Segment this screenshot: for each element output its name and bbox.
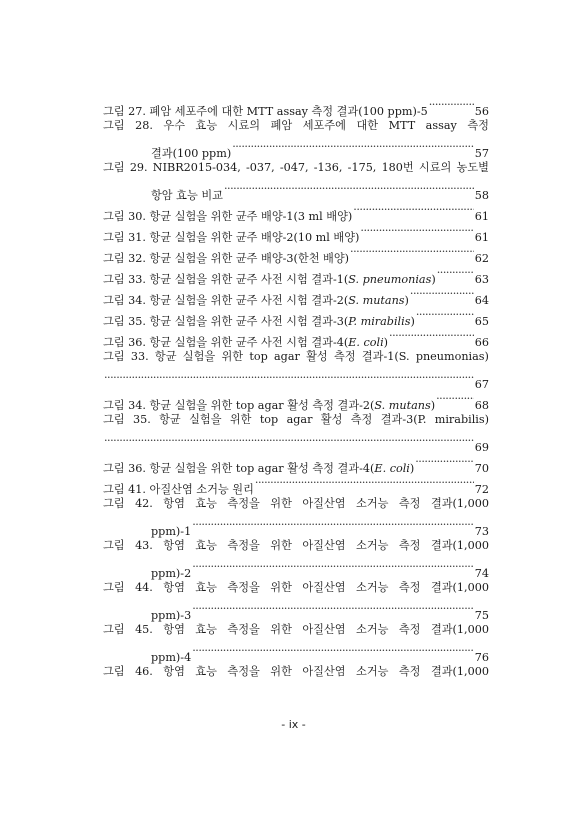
dot-leader [429, 94, 474, 115]
figure-entry[interactable] [103, 661, 489, 682]
figure-page-number: 64 [474, 294, 489, 307]
figure-entry-title-line [103, 451, 489, 475]
figure-entry-title-line [103, 619, 489, 640]
figure-entry[interactable] [103, 619, 489, 664]
figure-entry-continuation-line [103, 556, 489, 580]
figure-entry-title-line [103, 157, 489, 178]
figure-entry-continuation-line [103, 367, 489, 391]
dot-leader [192, 598, 474, 619]
dot-leader [436, 388, 474, 409]
figure-entry-text: 그림 34. 항균 실험을 위한 균주 사전 시험 결과-2(S. mutans) [103, 294, 409, 307]
list-of-figures [103, 94, 489, 682]
figure-entry-text: 그림 36. 항균 실험을 위한 top agar 활성 측정 결과-4(E. coli) [103, 462, 415, 475]
figure-page-number: 61 [474, 231, 489, 244]
figure-entry-continuation-line [103, 598, 489, 622]
figure-entry-text: 그림 35. 항균 실험을 위한 균주 사전 시험 결과-3(P. mirabilis) [103, 315, 415, 328]
figure-page-number: 75 [474, 609, 489, 622]
figure-entry[interactable] [103, 535, 489, 580]
dot-leader [192, 556, 474, 577]
figure-entry-text: 그림 30. 항균 실험을 위한 균주 배양-1(3 ml 배양) [103, 210, 353, 223]
figure-entry-title-line [103, 346, 489, 367]
figure-entry[interactable] [103, 115, 489, 160]
figure-page-number: 63 [474, 273, 489, 286]
dot-leader [360, 220, 473, 241]
figure-entry[interactable] [103, 157, 489, 202]
dot-leader [350, 241, 474, 262]
figure-page-number: 56 [474, 105, 489, 118]
figure-page-number: 76 [474, 651, 489, 664]
dot-leader [437, 262, 474, 283]
figure-entry-text: ppm)-1 [151, 525, 192, 538]
figure-page-number: 65 [474, 315, 489, 328]
figure-entry-continuation-line [103, 430, 489, 454]
figure-page-number: 57 [474, 147, 489, 160]
figure-entry-text: 항암 효능 비교 [151, 189, 223, 202]
dot-leader [415, 451, 474, 472]
dot-leader [389, 325, 474, 346]
figure-entry[interactable] [103, 94, 489, 118]
figure-page-number: 69 [474, 441, 489, 454]
figure-entry-text: 결과(100 ppm) [151, 147, 232, 160]
figure-entry-text: 그림 44. 항염 효능 측정을 위한 아질산염 소거능 측정 결과(1,000 [103, 581, 489, 594]
figure-entry-text: 그림 42. 항염 효능 측정을 위한 아질산염 소거능 측정 결과(1,000 [103, 497, 489, 510]
figure-page-number: 67 [474, 378, 489, 391]
dot-leader [255, 472, 474, 493]
dot-leader [353, 199, 473, 220]
figure-entry-continuation-line [103, 514, 489, 538]
figure-entry[interactable] [103, 493, 489, 538]
figure-entry-text: 그림 33. 항균 실험을 위한 균주 사전 시험 결과-1(S. pneumonias) [103, 273, 436, 286]
figure-page-number: 74 [474, 567, 489, 580]
figure-entry-title-line [103, 661, 489, 682]
dot-leader [192, 514, 474, 535]
figure-entry[interactable] [103, 388, 489, 412]
figure-entry[interactable] [103, 346, 489, 391]
figure-entry-text: ppm)-2 [151, 567, 192, 580]
figure-entry-text: 그림 41. 아질산염 소거능 원리 [103, 483, 254, 496]
dot-leader [224, 178, 474, 199]
figure-entry-title-line [103, 409, 489, 430]
figure-page-number: 61 [474, 210, 489, 223]
figure-entry-text: 그림 46. 항염 효능 측정을 위한 아질산염 소거능 측정 결과(1,000 [103, 665, 489, 678]
figure-entry-title-line [103, 115, 489, 136]
figure-entry-text: 그림 43. 항염 효능 측정을 위한 아질산염 소거능 측정 결과(1,000 [103, 539, 489, 552]
figure-entry-text: 그림 28. 우수 효능 시료의 폐암 세포주에 대한 MTT assay 측정 [103, 119, 489, 132]
figure-entry-title-line [103, 388, 489, 412]
figure-entry-text: 그림 29. NIBR2015-034, -037, -047, -136, -175, 180번 시료의 농도별 [103, 161, 489, 174]
figure-page-number: 73 [474, 525, 489, 538]
figure-page-number: 72 [474, 483, 489, 496]
figure-page-number: 68 [474, 399, 489, 412]
figure-entry-text: 그림 36. 항균 실험을 위한 균주 사전 시험 결과-4(E. coli) [103, 336, 389, 349]
dot-leader [104, 367, 474, 388]
dot-leader [410, 283, 474, 304]
figure-page-number: 66 [474, 336, 489, 349]
figure-entry-text: 그림 35. 항균 실험을 위한 top agar 활성 측정 결과-3(P. mirabilis) [103, 413, 489, 426]
dot-leader [416, 304, 474, 325]
figure-entry-text: 그림 31. 항균 실험을 위한 균주 배양-2(10 ml 배양) [103, 231, 360, 244]
figure-page-number: 58 [474, 189, 489, 202]
figure-page-number: 70 [474, 462, 489, 475]
figure-entry-title-line [103, 577, 489, 598]
dot-leader [104, 430, 474, 451]
dot-leader [232, 136, 474, 157]
figure-entry-text: 그림 33. 항균 실험을 위한 top agar 활성 측정 결과-1(S. pneumonias) [103, 350, 489, 363]
figure-entry[interactable] [103, 577, 489, 622]
figure-entry-title-line [103, 94, 489, 118]
figure-entry-continuation-line [103, 640, 489, 664]
figure-entry-text: 그림 34. 항균 실험을 위한 top agar 활성 측정 결과-2(S. mutans) [103, 399, 436, 412]
page-number: - ix - [281, 718, 306, 731]
figure-entry-text: 그림 27. 폐암 세포주에 대한 MTT assay 측정 결과(100 ppm)-5 [103, 105, 428, 118]
figure-entry-text: 그림 32. 항균 실험을 위한 균주 배양-3(한천 배양) [103, 252, 350, 265]
dot-leader [192, 640, 474, 661]
figure-entry-continuation-line [103, 136, 489, 160]
figure-page-number: 62 [474, 252, 489, 265]
figure-entry[interactable] [103, 451, 489, 475]
figure-entry-continuation-line [103, 178, 489, 202]
figure-entry-title-line [103, 493, 489, 514]
figure-entry-title-line [103, 535, 489, 556]
figure-entry[interactable] [103, 409, 489, 454]
figure-entry-text: 그림 45. 항염 효능 측정을 위한 아질산염 소거능 측정 결과(1,000 [103, 623, 489, 636]
figure-entry-text: ppm)-4 [151, 651, 192, 664]
figure-entry-text: ppm)-3 [151, 609, 192, 622]
